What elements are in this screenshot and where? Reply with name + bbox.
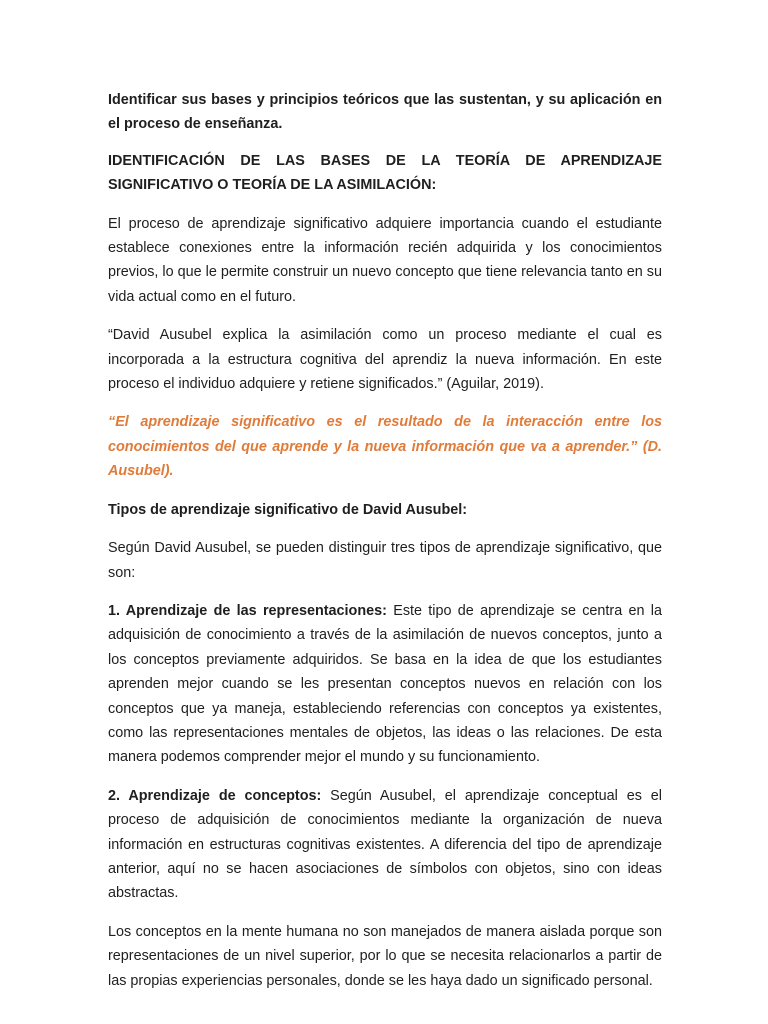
types-heading: Tipos de aprendizaje significativo de David Ausubel: — [108, 501, 468, 518]
paragraph-ausubel-citation: “David Ausubel explica la asimilación como un proceso mediante el cual es incorporada a la estructura cognitiva del aprendiz la nueva información. En este proceso el individuo adquiere y retiene significados.” (Aguilar, 2019). — [108, 327, 662, 393]
paragraph-concepts-mind: Los conceptos en la mente humana no son manejados de manera aislada porque son representaciones de un nivel superior, por lo que se necesita relacionarlos a partir de las propias experiencias personales, donde se les haya dado un significado personal. — [108, 923, 662, 989]
section-heading: IDENTIFICACIÓN DE LAS BASES DE LA TEORÍA DE APRENDIZAJE SIGNIFICATIVO O TEORÍA DE LA ASIMILACIÓN: — [108, 152, 662, 194]
type-1-title: 1. Aprendizaje de las representaciones: — [108, 602, 387, 619]
type-1-text: Este tipo de aprendizaje se centra en la adquisición de conocimiento a través de la asimilación de nuevos conceptos, junto a los conceptos previamente adquiridos. Se basa en la idea de que los estudiantes aprenden mejor cuando se les presentan conceptos nuevos en relación con los conceptos que ya maneja, estableciendo referencias con conceptos ya existentes, como las representaciones mentales de objetos, las ideas o las relaciones. De esta manera podemos comprender mejor el mundo y su funcionamiento. — [108, 602, 662, 766]
type-2-paragraph — [108, 784, 662, 906]
intro-heading: Identificar sus bases y principios teóricos que las sustentan, y su aplicación en el proceso de enseñanza. — [108, 92, 662, 133]
types-intro: Según David Ausubel, se pueden distinguir tres tipos de aprendizaje significativo, que son: — [108, 540, 662, 581]
highlighted-quote: “El aprendizaje significativo es el resultado de la interacción entre los conocimientos del que aprende y la nueva información que va a aprender.” (D. Ausubel). — [108, 414, 662, 480]
type-2-title: 2. Aprendizaje de conceptos: — [108, 787, 322, 804]
type-1-paragraph — [108, 599, 662, 770]
type-2-text: Según Ausubel, el aprendizaje conceptual es el proceso de adquisición de conocimientos mediante la organización de nueva información en estructuras cognitivas existentes. A diferencia del tipo de aprendizaje anterior, aquí no se hacen asociaciones de símbolos con objetos, sino con ideas abstractas. — [108, 787, 662, 902]
paragraph-learning-process: El proceso de aprendizaje significativo adquiere importancia cuando el estudiante establece conexiones entre la información recién adquirida y los conocimientos previos, lo que le permite construir un nuevo concepto que tiene relevancia tanto en su vida actual como en el futuro. — [108, 215, 662, 305]
